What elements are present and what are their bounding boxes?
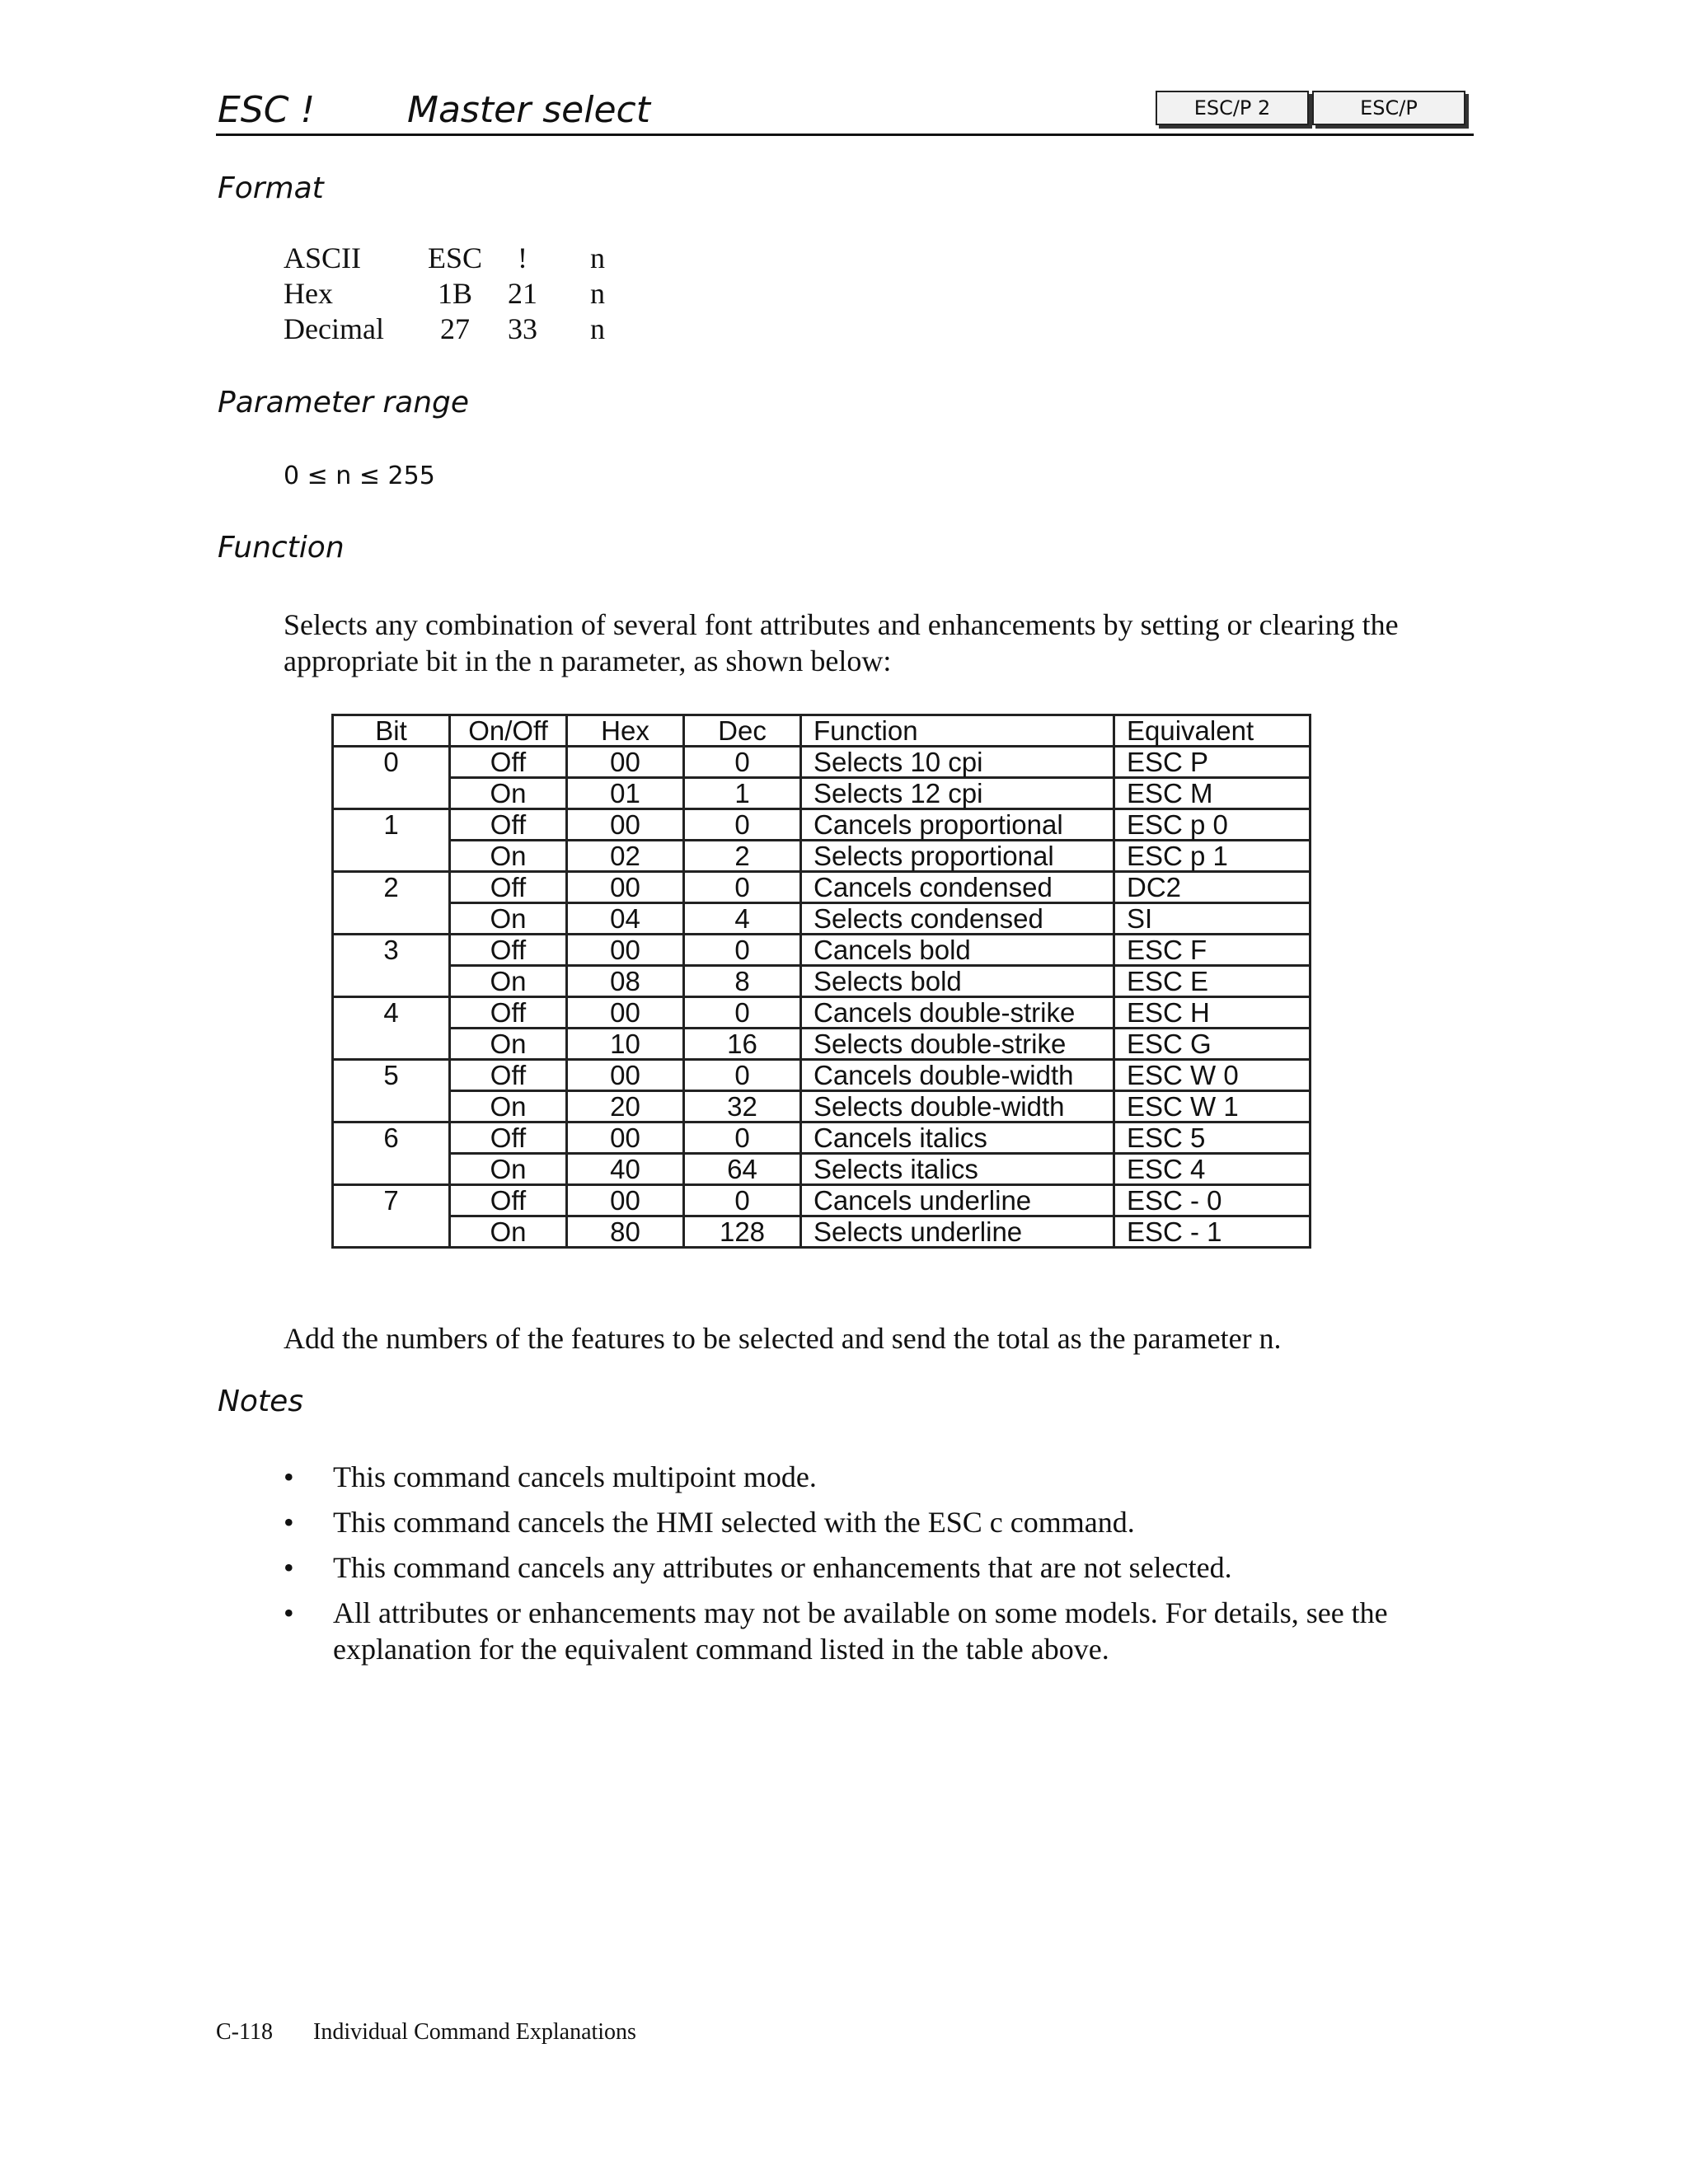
dec-cell: 0	[684, 935, 801, 966]
table-row	[333, 1185, 1311, 1216]
table-row	[333, 747, 1311, 778]
note-text: All attributes or enhancements may not be available on some models. For details, see the explanation for the equivalent command listed in the table above.	[333, 1596, 1388, 1666]
chapter-title: Individual Command Explanations	[313, 2019, 636, 2045]
function-cell: Selects underline	[801, 1216, 1114, 1248]
dec-cell: 8	[684, 966, 801, 997]
dec-cell: 1	[684, 778, 801, 809]
format-value: ESC	[427, 241, 483, 274]
equivalent-cell: ESC p 1	[1114, 841, 1311, 872]
table-row	[333, 1154, 1311, 1185]
table-row	[333, 778, 1311, 809]
format-table	[284, 241, 635, 347]
function-cell: Cancels double-strike	[801, 997, 1114, 1029]
hex-cell: 10	[567, 1029, 684, 1060]
hex-cell: 20	[567, 1091, 684, 1122]
equivalent-cell: ESC - 1	[1114, 1216, 1311, 1248]
notes-list	[284, 1459, 1437, 1676]
equivalent-cell: DC2	[1114, 872, 1311, 903]
equivalent-cell: ESC E	[1114, 966, 1311, 997]
bit-table	[331, 714, 1311, 1249]
state-cell: On	[450, 1091, 567, 1122]
function-cell: Cancels double-width	[801, 1060, 1114, 1091]
function-cell: Selects 10 cpi	[801, 747, 1114, 778]
function-cell: Cancels condensed	[801, 872, 1114, 903]
dec-cell: 32	[684, 1091, 801, 1122]
note-item	[284, 1549, 1437, 1586]
format-value: 33	[508, 312, 537, 345]
state-cell: Off	[450, 997, 567, 1029]
hex-cell: 00	[567, 1060, 684, 1091]
bullet-icon: •	[284, 1596, 294, 1629]
function-cell: Selects double-strike	[801, 1029, 1114, 1060]
format-value: 1B	[437, 277, 472, 310]
function-cell: Cancels proportional	[801, 809, 1114, 841]
equivalent-cell: ESC F	[1114, 935, 1311, 966]
function-cell: Cancels bold	[801, 935, 1114, 966]
tab-escp2[interactable]: ESC/P 2	[1156, 91, 1309, 125]
state-cell: On	[450, 778, 567, 809]
bit-cell: 5	[333, 1060, 450, 1122]
function-cell: Cancels underline	[801, 1185, 1114, 1216]
bullet-icon: •	[284, 1506, 294, 1539]
state-cell: Off	[450, 747, 567, 778]
bit-cell: 3	[333, 935, 450, 997]
bit-cell: 7	[333, 1185, 450, 1248]
bit-cell: 4	[333, 997, 450, 1060]
dec-cell: 2	[684, 841, 801, 872]
format-label: ASCII	[284, 241, 362, 274]
format-label: Decimal	[284, 312, 384, 345]
hex-cell: 80	[567, 1216, 684, 1248]
table-row	[333, 1060, 1311, 1091]
dec-cell: 128	[684, 1216, 801, 1248]
note-text: This command cancels any attributes or enhancements that are not selected.	[333, 1551, 1232, 1584]
format-value: 27	[440, 312, 470, 345]
hex-cell: 00	[567, 747, 684, 778]
equivalent-cell: ESC - 0	[1114, 1185, 1311, 1216]
table-row	[333, 809, 1311, 841]
state-cell: On	[450, 1029, 567, 1060]
hex-cell: 00	[567, 1185, 684, 1216]
format-label: Hex	[284, 277, 333, 310]
dec-cell: 0	[684, 1185, 801, 1216]
dec-cell: 64	[684, 1154, 801, 1185]
equivalent-cell: ESC H	[1114, 997, 1311, 1029]
table-row	[333, 1091, 1311, 1122]
function-cell: Selects condensed	[801, 903, 1114, 935]
col-header-onoff: On/Off	[450, 715, 567, 747]
function-cell: Selects bold	[801, 966, 1114, 997]
state-cell: Off	[450, 1185, 567, 1216]
hex-cell: 02	[567, 841, 684, 872]
note-item	[284, 1504, 1437, 1540]
page-footer	[216, 2019, 636, 2046]
format-row	[284, 241, 635, 276]
format-value: n	[590, 241, 605, 274]
equivalent-cell: SI	[1114, 903, 1311, 935]
bit-cell: 2	[333, 872, 450, 935]
note-item	[284, 1459, 1437, 1495]
state-cell: On	[450, 966, 567, 997]
hex-cell: 00	[567, 997, 684, 1029]
table-row	[333, 903, 1311, 935]
page-title: Master select	[407, 89, 650, 131]
dec-cell: 0	[684, 997, 801, 1029]
table-row	[333, 872, 1311, 903]
format-value: 21	[508, 277, 537, 310]
function-cell: Selects 12 cpi	[801, 778, 1114, 809]
hex-cell: 04	[567, 903, 684, 935]
dec-cell: 0	[684, 809, 801, 841]
hex-cell: 08	[567, 966, 684, 997]
section-notes-heading: Notes	[218, 1385, 303, 1418]
command-name: ESC !	[218, 89, 316, 131]
header-divider	[216, 134, 1474, 136]
col-header-function: Function	[801, 715, 1114, 747]
hex-cell: 00	[567, 872, 684, 903]
table-row	[333, 1216, 1311, 1248]
col-header-equivalent: Equivalent	[1114, 715, 1311, 747]
format-value: !	[518, 241, 528, 274]
dec-cell: 0	[684, 1122, 801, 1154]
function-cell: Cancels italics	[801, 1122, 1114, 1154]
col-header-dec: Dec	[684, 715, 801, 747]
equivalent-cell: ESC W 1	[1114, 1091, 1311, 1122]
table-row	[333, 1029, 1311, 1060]
state-cell: On	[450, 841, 567, 872]
hex-cell: 40	[567, 1154, 684, 1185]
state-cell: Off	[450, 1060, 567, 1091]
table-row	[333, 1122, 1311, 1154]
function-description: Selects any combination of several font attributes and enhancements by setting or clearing the appropriate bit in the n parameter, as shown below:	[284, 608, 1399, 677]
dec-cell: 4	[684, 903, 801, 935]
hex-cell: 00	[567, 935, 684, 966]
tab-escp[interactable]: ESC/P	[1312, 91, 1465, 125]
format-value: n	[590, 312, 605, 345]
dec-cell: 0	[684, 747, 801, 778]
note-text: This command cancels the HMI selected with the ESC c command.	[333, 1506, 1135, 1539]
hex-cell: 00	[567, 809, 684, 841]
equivalent-cell: ESC W 0	[1114, 1060, 1311, 1091]
format-value: n	[590, 277, 605, 310]
format-row	[284, 312, 635, 347]
table-row	[333, 966, 1311, 997]
equivalent-cell: ESC G	[1114, 1029, 1311, 1060]
state-cell: On	[450, 1216, 567, 1248]
add-instructions: Add the numbers of the features to be selected and send the total as the parameter n.	[284, 1322, 1282, 1355]
dec-cell: 0	[684, 872, 801, 903]
col-header-hex: Hex	[567, 715, 684, 747]
bullet-icon: •	[284, 1551, 294, 1584]
equivalent-cell: ESC 5	[1114, 1122, 1311, 1154]
function-cell: Selects italics	[801, 1154, 1114, 1185]
parameter-range-value: 0 ≤ n ≤ 255	[284, 462, 435, 490]
bit-cell: 6	[333, 1122, 450, 1185]
section-parameter-range-heading: Parameter range	[218, 386, 470, 419]
state-cell: Off	[450, 1122, 567, 1154]
bit-cell: 0	[333, 747, 450, 809]
table-row	[333, 841, 1311, 872]
function-cell: Selects proportional	[801, 841, 1114, 872]
equivalent-cell: ESC P	[1114, 747, 1311, 778]
section-format-heading: Format	[218, 171, 324, 205]
table-row	[333, 935, 1311, 966]
equivalent-cell: ESC M	[1114, 778, 1311, 809]
col-header-bit: Bit	[333, 715, 450, 747]
dec-cell: 16	[684, 1029, 801, 1060]
bullet-icon: •	[284, 1460, 294, 1493]
equivalent-cell: ESC p 0	[1114, 809, 1311, 841]
dec-cell: 0	[684, 1060, 801, 1091]
format-row	[284, 276, 635, 312]
hex-cell: 01	[567, 778, 684, 809]
bit-table-header	[333, 715, 1311, 747]
page-number: C-118	[216, 2019, 273, 2045]
state-cell: On	[450, 1154, 567, 1185]
equivalent-cell: ESC 4	[1114, 1154, 1311, 1185]
hex-cell: 00	[567, 1122, 684, 1154]
state-cell: Off	[450, 935, 567, 966]
note-item	[284, 1595, 1437, 1667]
section-function-heading: Function	[218, 531, 345, 565]
function-cell: Selects double-width	[801, 1091, 1114, 1122]
state-cell: On	[450, 903, 567, 935]
state-cell: Off	[450, 872, 567, 903]
table-row	[333, 997, 1311, 1029]
bit-cell: 1	[333, 809, 450, 872]
note-text: This command cancels multipoint mode.	[333, 1460, 817, 1493]
state-cell: Off	[450, 809, 567, 841]
